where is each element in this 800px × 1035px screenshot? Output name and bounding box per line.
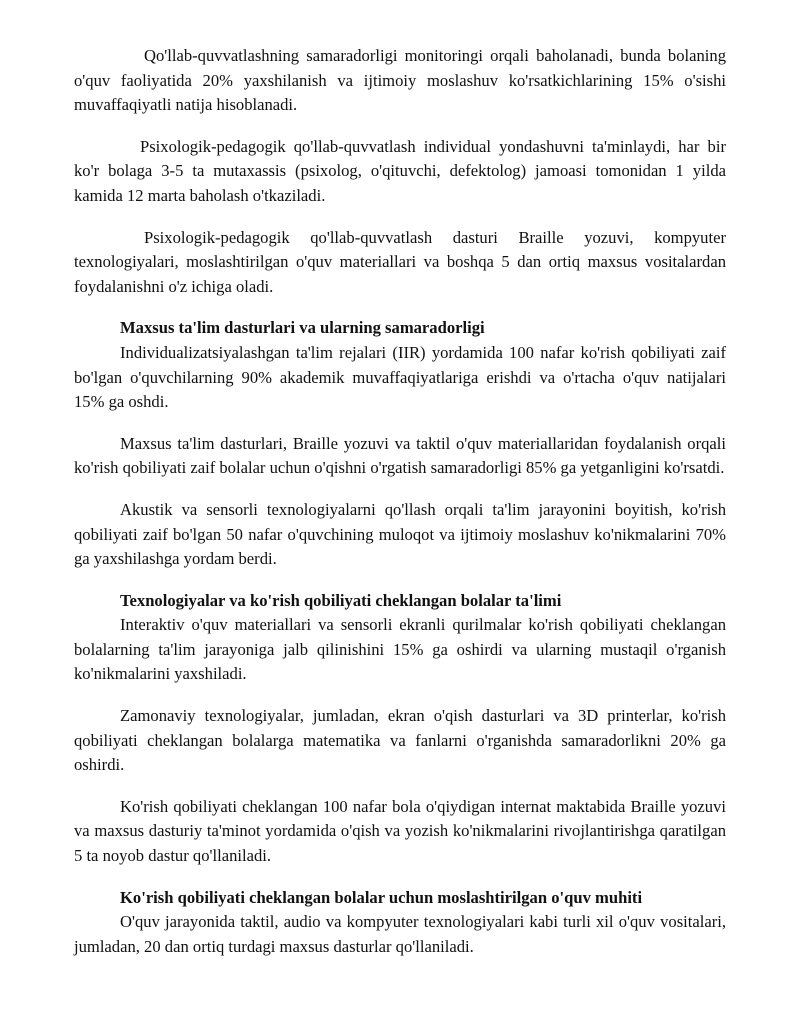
section-heading: Ko'rish qobiliyati cheklangan bolalar uchun moslashtirilgan o'quv muhiti	[120, 887, 643, 907]
paragraph: Psixologik-pedagogik qo'llab-quvvatlash individual yondashuvni ta'minlaydi, har bir ko'r bolaga 3-5 ta mutaxassis (psixolog, o'qituvchi, defektolog) jamoasi tomonidan 1 yilda kamida 12 marta baholash o'tkaziladi.	[74, 136, 726, 205]
paragraph: Qo'llab-quvvatlashning samaradorligi monitoringi orqali baholanadi, bunda bolaning o'quv faoliyatida 20% yaxshilanish va ijtimoiy moslashuv ko'rsatkichlarining 15% o'sishi muvaffaqiyatli natija hisoblanadi.	[74, 46, 726, 115]
paragraph: Maxsus ta'lim dasturlari, Braille yozuvi va taktil o'quv materiallaridan foydalanish orqali ko'rish qobiliyati zaif bolalar uchun o'qishni o'rgatish samaradorligi 85% ga yetganligini ko'rsatdi.	[74, 433, 726, 478]
paragraph: Zamonaviy texnologiyalar, jumladan, ekran o'qish dasturlari va 3D printerlar, ko'rish qobiliyati cheklangan bolalarga matematika va fanlarni o'rganishda samaradorlikni 20% ga oshirdi.	[74, 706, 726, 775]
paragraph: Ko'rish qobiliyati cheklangan 100 nafar bola o'qiydigan internat maktabida Braille yozuvi va maxsus dasturiy ta'minot yordamida o'qish va yozish ko'nikmalarini rivojlantirishga qaratilgan 5 ta noyob dastur qo'llaniladi.	[74, 796, 726, 866]
paragraph: Akustik va sensorli texnologiyalarni qo'llash orqali ta'lim jarayonini boyitish, ko'rish qobiliyati zaif bo'lgan 50 nafar o'quvchining muloqot va ijtimoiy moslashuv ko'nikmalarini 70% ga yaxshilashga yordam berdi.	[74, 499, 726, 569]
paragraph: Individualizatsiyalashgan ta'lim rejalari (IIR) yordamida 100 nafar ko'rish qobiliyati zaif bo'lgan o'quvchilarning 90% akademik muvaffaqiyatlariga erishdi va o'rtacha o'quv natijalari 15% ga oshdi.	[74, 342, 726, 412]
section-heading: Maxsus ta'lim dasturlari va ularning samaradorligi	[120, 318, 485, 338]
paragraph: Psixologik-pedagogik qo'llab-quvvatlash dasturi Braille yozuvi, kompyuter texnologiyalari, moslashtirilgan o'quv materiallari va boshqa 5 dan ortiq maxsus vositalardan foydalanishni o'z ichiga oladi.	[74, 227, 726, 296]
section-heading: Texnologiyalar va ko'rish qobiliyati cheklangan bolalar ta'limi	[120, 590, 562, 610]
paragraph: Interaktiv o'quv materiallari va sensorli ekranli qurilmalar ko'rish qobiliyati cheklangan bolalarning ta'lim jarayoniga jalb qilinishini 15% ga oshirdi va ularning mustaqil o'rganish ko'nikmalarini yaxshiladi.	[74, 615, 726, 684]
paragraph: O'quv jarayonida taktil, audio va kompyuter texnologiyalari kabi turli xil o'quv vositalari, jumladan, 20 dan ortiq turdagi maxsus dasturlar qo'llaniladi.	[74, 912, 726, 956]
